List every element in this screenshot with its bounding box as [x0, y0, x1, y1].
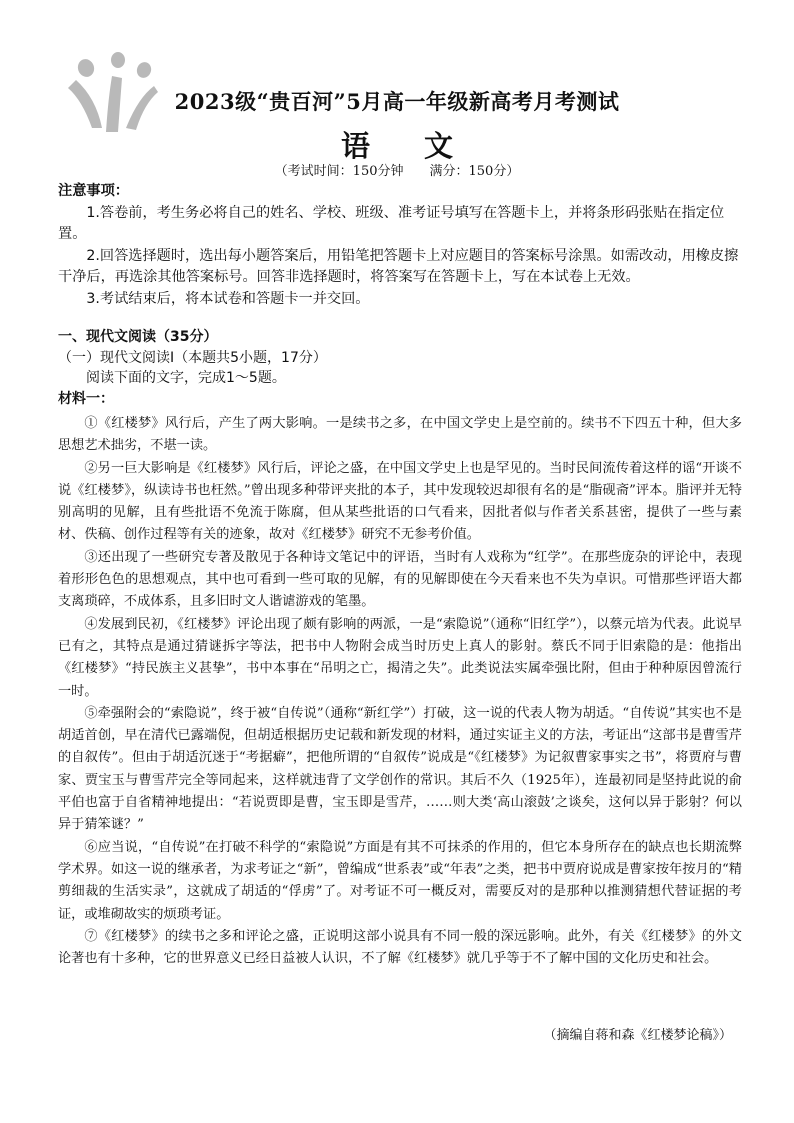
- paragraph: ⑦《红楼梦》的续书之多和评论之盛，正说明这部小说具有不同一般的深远影响。此外，有关《红楼梦》的外文论著也有十多种，它的世界意义已经日益被人认识，不了解《红楼梦》就几乎等于不了解中国的文化历史和社会。: [58, 928, 742, 967]
- notice-item: 2.回答选择题时，选出每小题答案后，用铅笔把答题卡上对应题目的答案标号涂黑。如需改动，用橡皮擦干净后，再选涂其他答案标号。回答非选择题时，将答案写在答题卡上，写在本试卷上无效。: [58, 247, 739, 285]
- exam-time: （考试时间：150分钟: [274, 164, 404, 179]
- material-label: 材料一：: [58, 390, 114, 407]
- paragraph: ③还出现了一些研究专著及散见于各种诗文笔记中的评语，当时有人戏称为“红学”。在那些庞杂的评论中，表现着形形色色的思想观点，其中也可看到一些可取的见解，有的见解即使在今天看来也不失为卓识。可惜那些评语大都支离琐碎，不成体系，且多旧时文人谐谑游戏的笔墨。: [58, 549, 742, 610]
- subject-title: 语 文: [340, 129, 476, 163]
- exam-info: [0, 160, 794, 179]
- source-citation: （摘编自蒋和森《红楼梦论稿》）: [543, 1028, 732, 1043]
- paragraph: ②另一巨大影响是《红楼梦》风行后，评论之盛，在中国文学史上也是罕见的。当时民间流传着这样的谣“开谈不说《红楼梦》，纵读诗书也枉然。”曾出现多种带评夹批的本子，其中发现较迟却很有名的是“脂砚斋”评本。脂评并无特别高明的见解，且有些批语不免流于陈腐，但从某些批语的口气看来，因批者似与作者关系甚密，提供了一些与素材、佚稿、创作过程等有关的迹象，故对《红楼梦》研究不无参考价值。: [58, 460, 742, 543]
- part-heading: 一、现代文阅读（35分）: [58, 329, 218, 345]
- sub-heading: （一）现代文阅读Ⅰ（本题共5小题，17分）: [58, 349, 327, 366]
- paragraph: ①《红楼梦》风行后，产生了两大影响。一是续书之多，在中国文学史上是空前的。续书不下四五十种，但大多思想艺术拙劣，不堪一读。: [58, 416, 742, 454]
- material-text: [58, 413, 742, 970]
- paragraph: ④发展到民初，《红楼梦》评论出现了颇有影响的两派，一是“索隐说”（通称“旧红学”），以蔡元培为代表。此说早已有之，其特点是通过猜谜拆字等法，把书中人物附会成当时历史上真人的影射。蔡氏不同于旧索隐的是：他指出《红楼梦》“持民族主义甚挚”，书中本事在“吊明之亡，揭清之失”。此类说法实属牵强比附，但由于种种原因曾流行一时。: [58, 616, 742, 699]
- instruction: 阅读下面的文字，完成1～5题。: [86, 370, 286, 386]
- notice-heading: 注意事项：: [58, 183, 129, 199]
- full-score: 满分：150分）: [429, 164, 520, 179]
- paragraph: ⑥应当说，“自传说”在打破不科学的“索隐说”方面是有其不可抹杀的作用的，但它本身所存在的缺点也长期流弊学术界。如这一说的继承者，为求考证之“新”，曾编成“世系表”或“年表”之类，把书中贾府说成是曹家按年按月的“精剪细裁的生活实录”，这就成了胡适的“俘虏”了。对考证不可一概反对，需要反对的是那种以推测猜想代替证据的考证，或堆砌故实的烦琐考证。: [58, 839, 742, 922]
- notice-block: [58, 181, 742, 310]
- section-header: [58, 327, 742, 409]
- notice-item: 3.考试结束后，将本试卷和答题卡一并交回。: [86, 290, 370, 307]
- exam-title: 2023级“贵百河”5月高一年级新高考月考测试: [174, 89, 620, 114]
- paragraph: ⑤牵强附会的“索隐说”，终于被“自传说”（通称“新红学”）打破，这一说的代表人物为胡适。“自传说”其实也不是胡适首创，早在清代已露端倪，但胡适根据历史记载和新发现的材料，通过实证主义的方法，考证出“这部书是曹雪芹的自叙传”。但由于胡适沉迷于“考据癖”，把他所谓的“自叙传”说成是“《红楼梦》为记叙曹家事实之书”，将贾府与曹家、贾宝玉与曹雪芹完全等同起来，这样就违背了文学创作的常识。其后不久（1925年），连最初同是坚持此说的俞平伯也富于自省精神地提出：“若说贾即是曹，宝玉即是雪芹，……则大类‘高山滚鼓’之谈矣，这何以异于影射？何以异于猜笨谜？”: [58, 705, 742, 833]
- notice-item: 1.答卷前，考生务必将自己的姓名、学校、班级、准考证号填写在答题卡上，并将条形码张贴在指定位置。: [58, 204, 725, 242]
